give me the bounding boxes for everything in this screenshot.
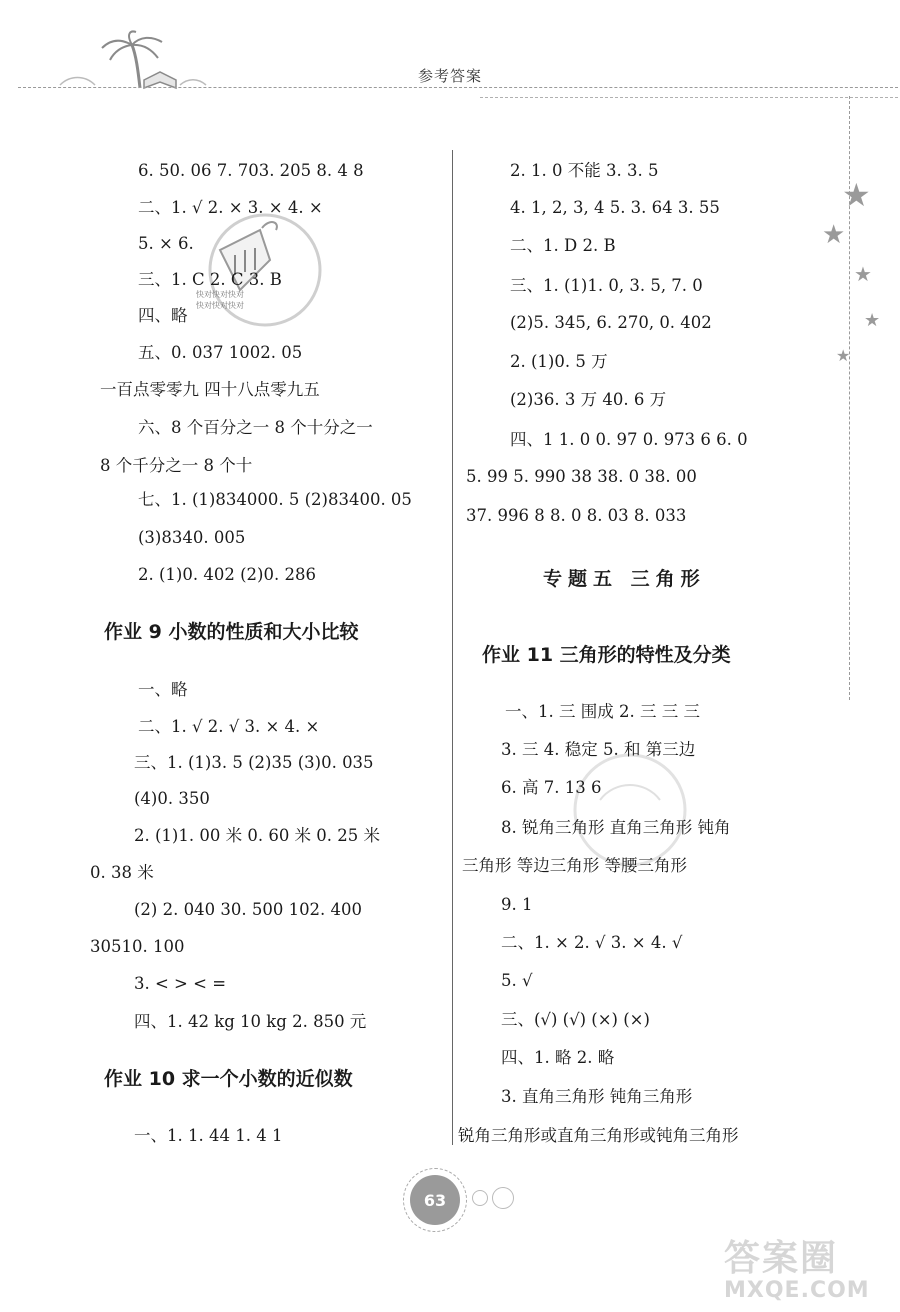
left-line: 三、1. (1)3. 5 (2)35 (3)0. 035	[134, 753, 374, 772]
star-icon: ★	[842, 176, 871, 214]
left-line: 0. 38 米	[90, 863, 154, 882]
left-line: 一、1. 1. 44 1. 4 1	[134, 1126, 283, 1145]
right-line: 四、1 1. 0 0. 97 0. 973 6 6. 0	[510, 430, 748, 449]
right-line: 9. 1	[501, 895, 533, 914]
right-line: 三、1. (1)1. 0, 3. 5, 7. 0	[510, 276, 703, 295]
right-line: 2. (1)0. 5 万	[510, 352, 608, 371]
assignment-heading: 作业 11 三角形的特性及分类	[482, 644, 731, 666]
right-line: 二、1. × 2. √ 3. × 4. √	[501, 933, 683, 952]
right-line: 5. 99 5. 990 38 38. 0 38. 00	[466, 467, 697, 486]
left-line: (3)8340. 005	[138, 528, 246, 547]
right-line: 一、1. 三 围成 2. 三 三 三	[505, 702, 700, 721]
left-line: 30510. 100	[90, 937, 185, 956]
assignment-heading: 作业 9 小数的性质和大小比较	[104, 621, 359, 643]
star-icon: ★	[836, 346, 851, 365]
right-line: 6. 高 7. 13 6	[501, 778, 602, 797]
left-line: 一百点零零九 四十八点零九五	[100, 380, 320, 399]
right-line: 三、(√) (√) (×) (×)	[501, 1010, 650, 1029]
column-divider	[452, 150, 453, 1145]
right-line: 2. 1. 0 不能 3. 3. 5	[510, 161, 659, 180]
left-line: 四、略	[138, 306, 188, 325]
stamp-text: 快对快对快对 快对快对快对	[196, 290, 244, 310]
left-line: 六、8 个百分之一 8 个十分之一	[138, 418, 373, 437]
decorative-dot	[492, 1187, 514, 1209]
left-line: 三、1. C 2. C 3. B	[138, 270, 282, 289]
right-line: 8. 锐角三角形 直角三角形 钝角	[501, 818, 731, 837]
left-line: 6. 50. 06 7. 703. 205 8. 4 8	[138, 161, 364, 180]
header-title: 参考答案	[417, 67, 482, 85]
decorative-dot	[472, 1190, 488, 1206]
header-divider	[18, 87, 898, 88]
right-line: (2)5. 345, 6. 270, 0. 402	[510, 313, 712, 332]
left-line: 二、1. √ 2. √ 3. × 4. ×	[138, 717, 320, 736]
left-line: 一、略	[138, 680, 188, 699]
right-line: 4. 1, 2, 3, 4 5. 3. 64 3. 55	[510, 198, 720, 217]
section-heading: 专题五 三角形	[543, 568, 706, 590]
right-line: (2)36. 3 万 40. 6 万	[510, 390, 667, 409]
header-divider-secondary	[480, 97, 898, 98]
watermark-logo: 答案圈 MXQE.COM	[724, 1238, 870, 1303]
left-line: (2) 2. 040 30. 500 102. 400	[134, 900, 363, 919]
right-line: 5. √	[501, 971, 533, 990]
assignment-heading: 作业 10 求一个小数的近似数	[104, 1068, 353, 1090]
page-number: 63	[410, 1175, 460, 1225]
left-line: 二、1. √ 2. × 3. × 4. ×	[138, 198, 323, 217]
left-line: 3. < > < =	[134, 974, 227, 993]
star-icon: ★	[822, 220, 846, 250]
right-line: 四、1. 略 2. 略	[501, 1048, 615, 1067]
left-line: 5. × 6.	[138, 234, 194, 253]
left-line: 2. (1)1. 00 米 0. 60 米 0. 25 米	[134, 826, 381, 845]
star-icon: ★	[864, 310, 881, 331]
left-line: 2. (1)0. 402 (2)0. 286	[138, 565, 316, 584]
left-line: 四、1. 42 kg 10 kg 2. 850 元	[134, 1012, 367, 1031]
star-icon: ★	[854, 262, 872, 286]
right-line: 37. 996 8 8. 0 8. 03 8. 033	[466, 506, 687, 525]
left-line: 七、1. (1)834000. 5 (2)83400. 05	[138, 490, 412, 509]
right-line: 3. 三 4. 稳定 5. 和 第三边	[501, 740, 696, 759]
right-line: 三角形 等边三角形 等腰三角形	[462, 856, 687, 875]
right-line: 3. 直角三角形 钝角三角形	[501, 1087, 693, 1106]
right-line: 锐角三角形或直角三角形或钝角三角形	[458, 1126, 739, 1145]
left-line: 8 个千分之一 8 个十	[100, 456, 253, 475]
left-line: (4)0. 350	[134, 789, 210, 808]
left-line: 五、0. 037 1002. 05	[138, 343, 303, 362]
right-line: 二、1. D 2. B	[510, 236, 616, 255]
